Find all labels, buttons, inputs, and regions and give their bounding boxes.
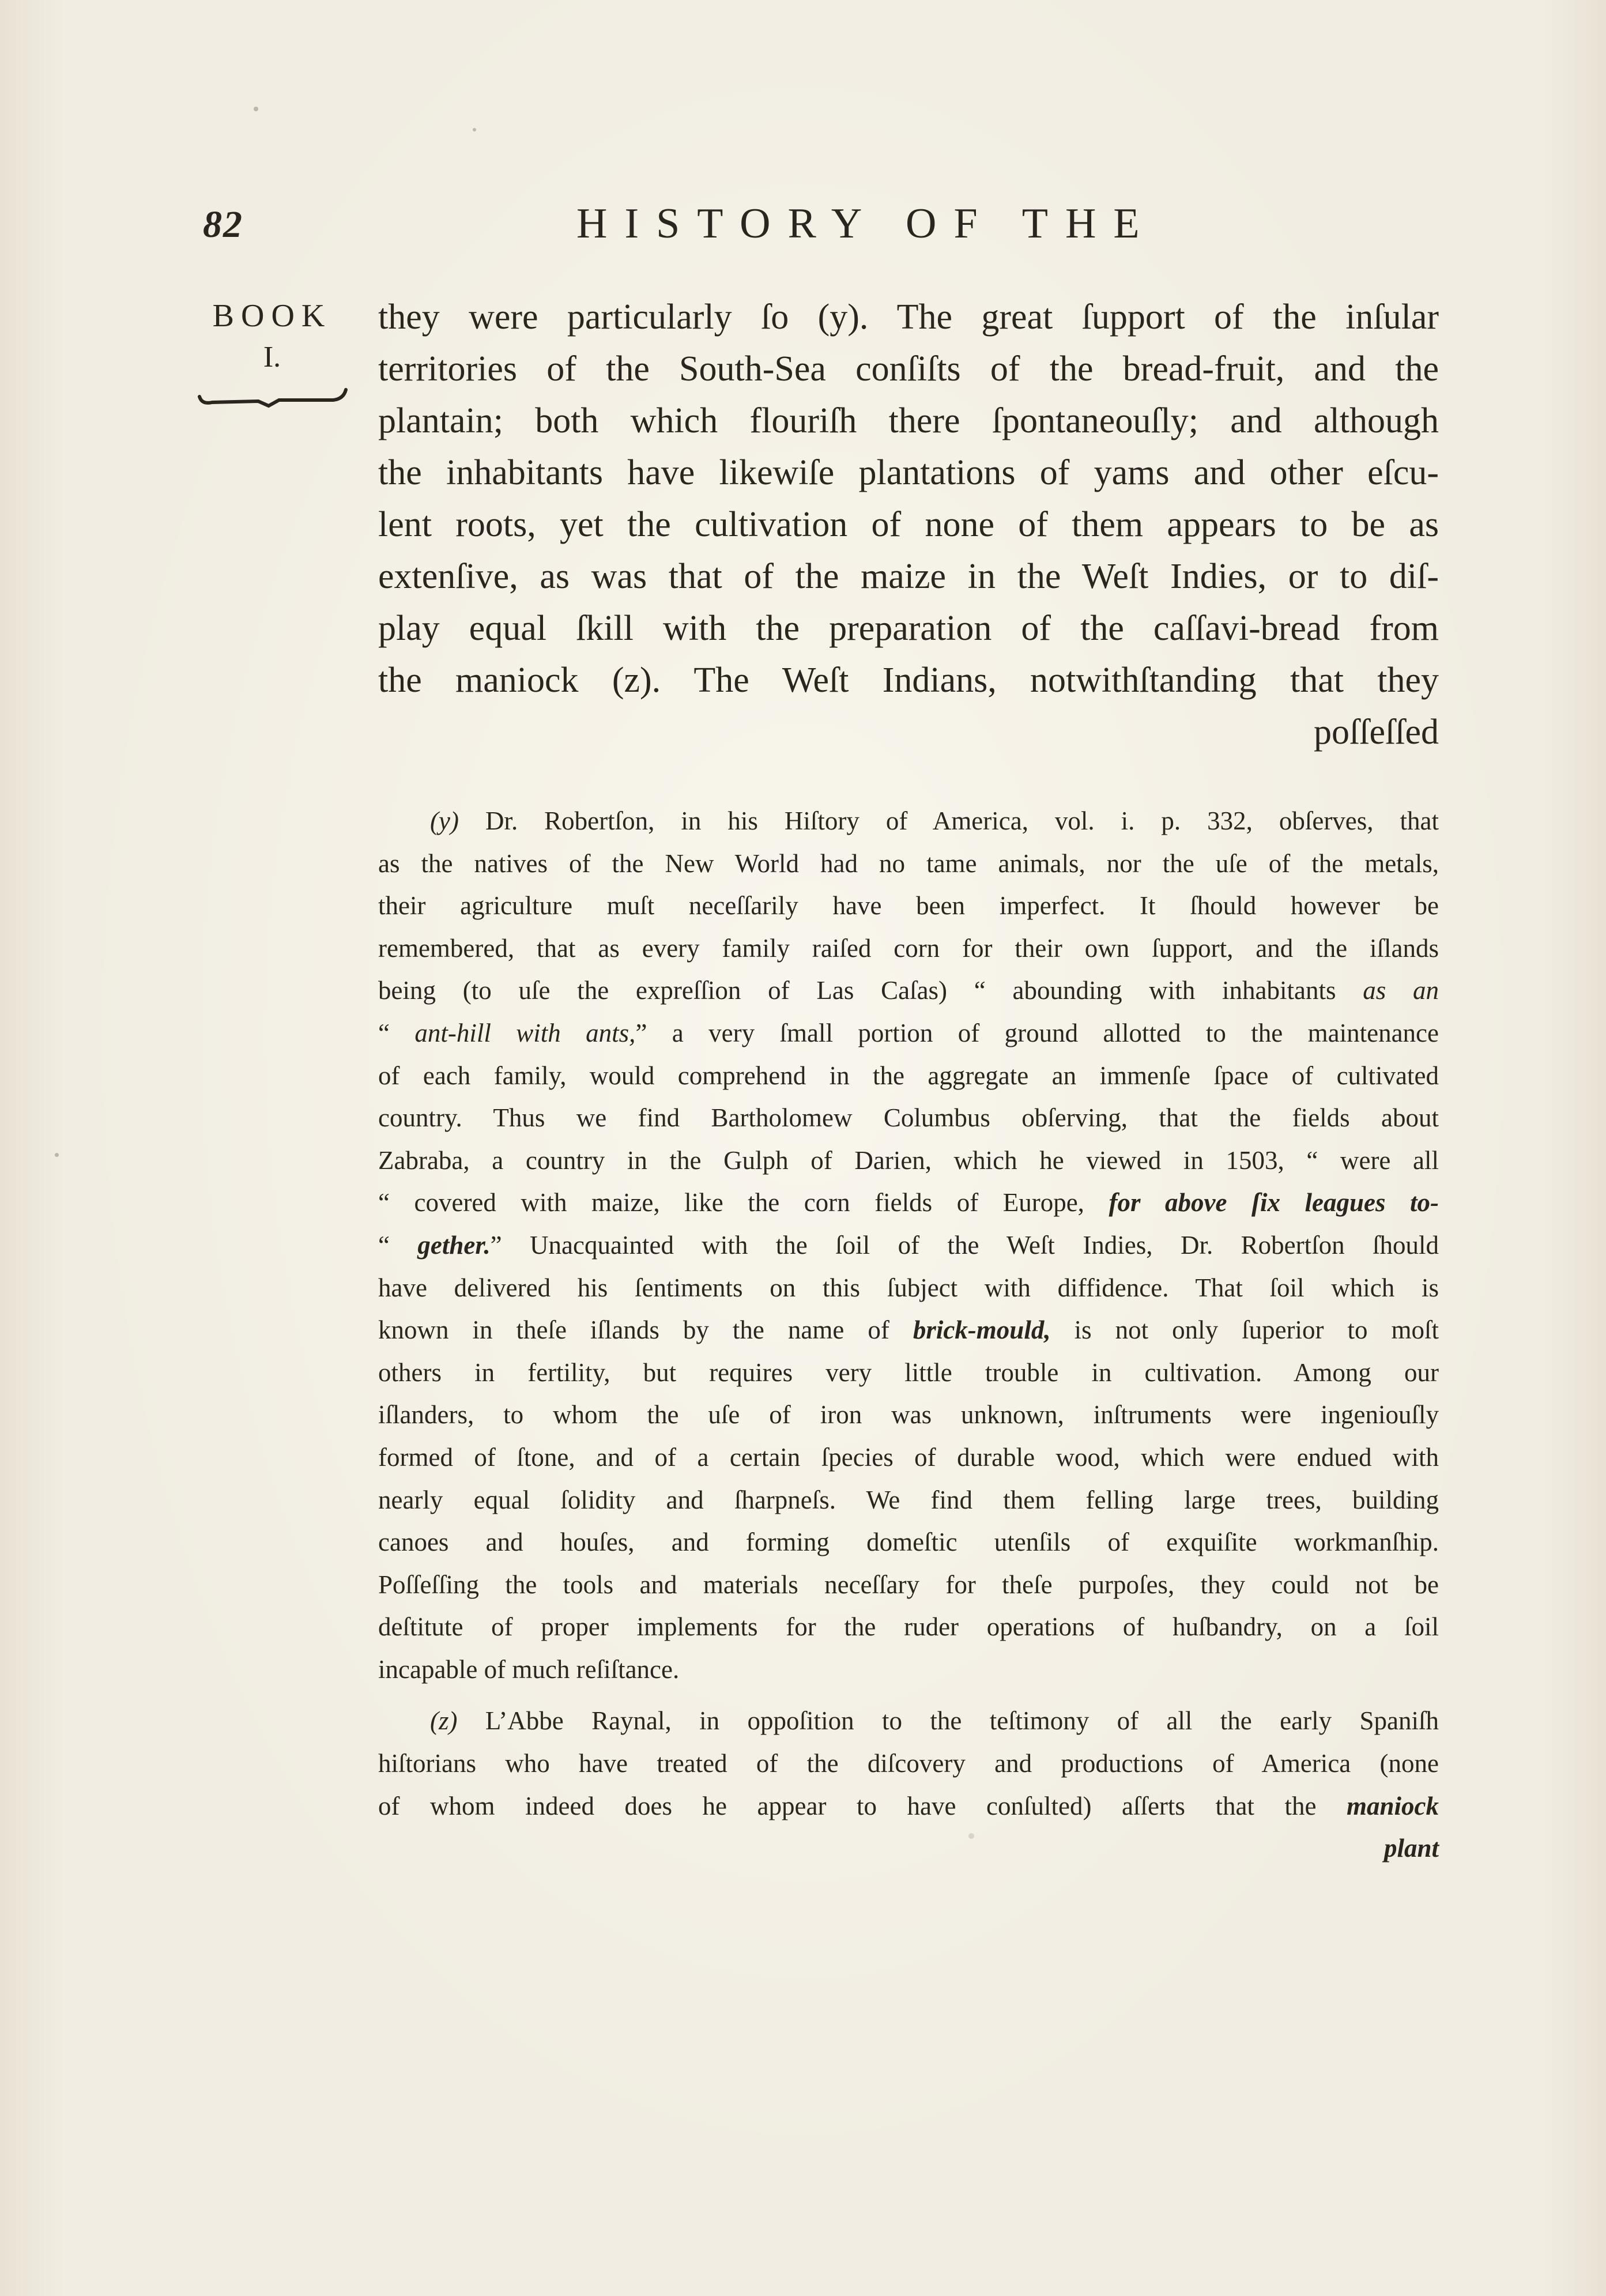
main-text-block [378, 291, 1439, 758]
catchword: poſſeſſed [1314, 712, 1439, 752]
footnote-line: being (to uſe the expreſſion of Las Caſas) “ abounding with inhabitants as an [378, 976, 1439, 1005]
text-line: territories of the South-Sea conſiſts of the bread-fruit, and the [378, 349, 1439, 389]
footnote-line: others in fertility, but requires very little trouble in cultivation. Among our [378, 1358, 1439, 1387]
paper-speck [55, 1153, 59, 1157]
footnote-line: of whom indeed does he appear to have conſulted) aſſerts that the maniock [378, 1791, 1439, 1820]
footnote-line: remembered, that as every family raiſed corn for their own ſupport, and the iſlands [378, 933, 1439, 963]
text-line: play equal ſkill with the preparation of the caſſavi-bread from [378, 609, 1439, 648]
footnote-line: as the natives of the New World had no tame animals, nor the uſe of the metals, [378, 849, 1439, 878]
footnotes-block [378, 800, 1439, 1870]
footnote-line: (z) L’Abbe Raynal, in oppoſition to the teſtimony of all the early Spaniſh [430, 1706, 1439, 1736]
book-ornament-rule [195, 386, 350, 409]
footnote-line: nearly equal ſolidity and ſharpneſs. We find them felling large trees, building [378, 1485, 1439, 1514]
footnote-line: of each family, would comprehend in the aggregate an immenſe ſpace of cultivated [378, 1061, 1439, 1090]
footnote-line: country. Thus we find Bartholomew Columbus obſerving, that the fields about [378, 1103, 1439, 1133]
text-line: they were particularly ſo (y). The great ſupport of the inſular [378, 297, 1439, 337]
text-line: the inhabitants have likewiſe plantations of yams and other eſcu- [378, 453, 1439, 492]
footnote-line: (y) Dr. Robertſon, in his Hiſtory of America, vol. i. p. 332, obſerves, that [430, 806, 1439, 835]
footnote-line: iſlanders, to whom the uſe of iron was unknown, inſtruments were ingeniouſly [378, 1400, 1439, 1430]
footnote-marker-y: (y) [430, 806, 459, 835]
text-line: plantain; both which flouriſh there ſpontaneouſly; and although [378, 401, 1439, 440]
footnote-line: hiſtorians who have treated of the diſcovery and productions of America (none [378, 1749, 1439, 1778]
book-volume: I. [263, 341, 281, 374]
footnote-line: their agriculture muſt neceſſarily have been imperfect. It ſhould however be [378, 891, 1439, 921]
text-line: extenſive, as was that of the maize in the Weſt Indies, or to diſ- [378, 557, 1439, 596]
footnote-line: formed of ſtone, and of a certain ſpecies of durable wood, which were endued with [378, 1442, 1439, 1472]
footnote-line: “ gether.” Unacquainted with the ſoil of the Weſt Indies, Dr. Robertſon ſhould [378, 1230, 1439, 1260]
running-head: HISTORY OF THE [576, 200, 1157, 247]
footnote-line: “ covered with maize, like the corn fields of Europe, for above ſix leagues to- [378, 1188, 1439, 1217]
paper-speck [254, 107, 258, 111]
footnote-catchword: plant [1383, 1834, 1439, 1863]
footnote-marker-z: (z) [430, 1706, 458, 1736]
footnote-line: have delivered his ſentiments on this ſubject with diffidence. That ſoil which is [378, 1273, 1439, 1302]
footnote-line: known in theſe iſlands by the name of brick-mould, is not only ſuperior to moſt [378, 1315, 1439, 1345]
footnote-line: Zabraba, a country in the Gulph of Darien, which he viewed in 1503, “ were all [378, 1145, 1439, 1175]
footnote-line: incapable of much reſiſtance. [378, 1654, 680, 1684]
footnote-line: “ ant-hill with ants,” a very ſmall portion of ground allotted to the maintenance [378, 1018, 1439, 1047]
text-line: lent roots, yet the cultivation of none of them appears to be as [378, 505, 1439, 544]
page-number: 82 [203, 203, 243, 246]
text-line: the maniock (z). The Weſt Indians, notwithſtanding that they [378, 661, 1439, 700]
book-label: BOOK [212, 298, 332, 334]
paper-speck [473, 128, 476, 131]
footnote-line: deſtitute of proper implements for the ruder operations of huſbandry, on a ſoil [378, 1612, 1439, 1642]
footnote-line: canoes and houſes, and forming domeſtic utenſils of exquiſite workmanſhip. [378, 1528, 1439, 1557]
footnote-line: Poſſeſſing the tools and materials neceſſary for theſe purpoſes, they could not be [378, 1570, 1439, 1599]
